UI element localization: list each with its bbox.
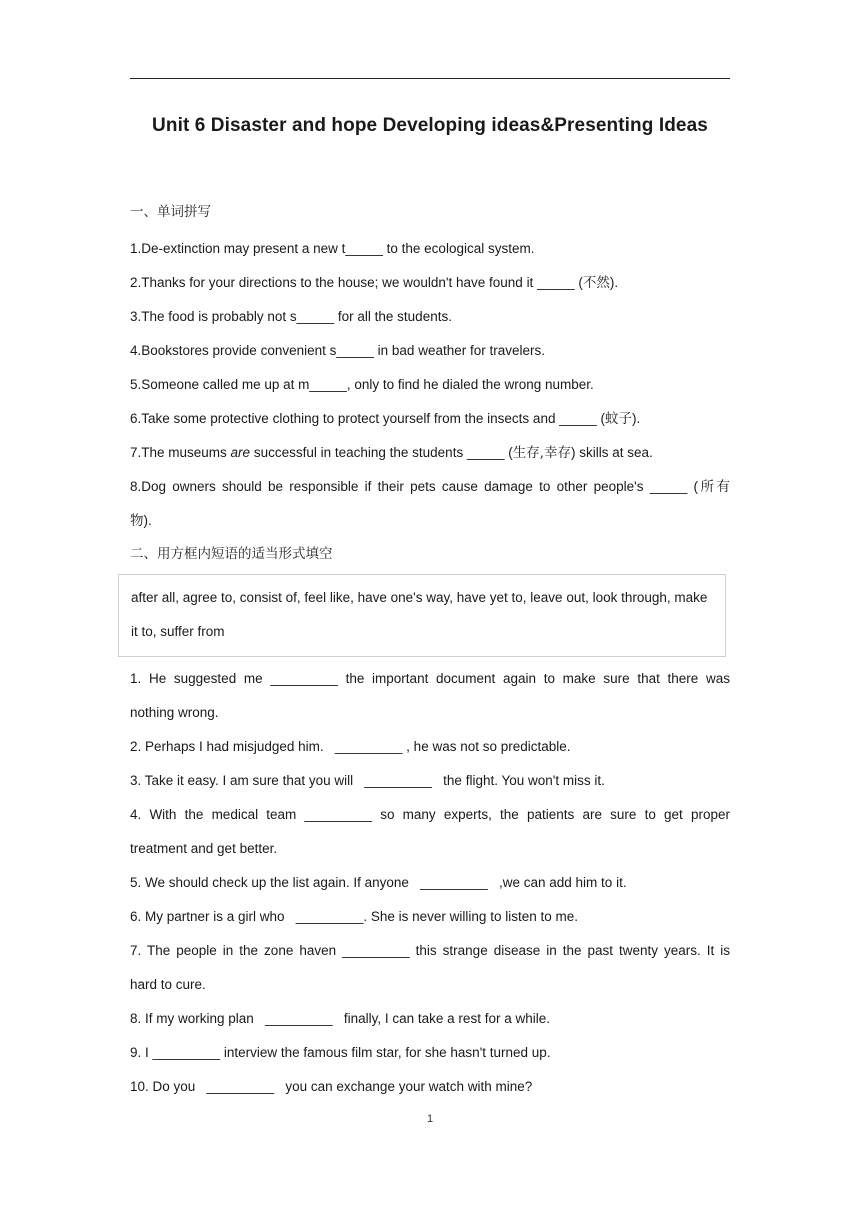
s1-item-8-line2 [130,504,730,538]
s2-item-7-line1: 7. The people in the zone haven _________ this strange disease in the past twenty years. It is [130,943,730,958]
header-rule [130,78,730,79]
s1-item-2-hint: 不然 [582,275,610,291]
s1-item-7-text: 7.The museums [130,445,231,460]
s1-item-2 [130,266,730,300]
s1-item-5: 5.Someone called me up at m_____, only to find he dialed the wrong number. [130,377,594,392]
worksheet-content [130,198,730,1104]
s2-item-1-line2: nothing wrong. [130,705,219,720]
s1-item-4: 4.Bookstores provide convenient s_____ in bad weather for travelers. [130,343,545,358]
s1-item-8-line1 [130,470,730,504]
s2-item-2: 2. Perhaps I had misjudged him. _________ , he was not so predictable. [130,739,571,754]
s1-item-1: 1.De-extinction may present a new t_____ to the ecological system. [130,241,535,256]
section2-items [130,662,730,1104]
s1-item-6-hint: 蚊子 [605,411,632,427]
s2-item-7-line2: hard to cure. [130,977,206,992]
s2-item-5: 5. We should check up the list again. If anyone _________ ,we can add him to it. [130,875,627,890]
s1-item-8-text: 8.Dog owners should be responsible if their pets cause damage to other people's _____ ( [130,479,699,494]
s1-item-7-middle: successful in teaching the students _____ ( [250,445,513,460]
s1-item-6-end: ). [632,411,641,426]
s1-item-7-end: ) skills at sea. [571,445,653,460]
s1-item-2-end: ). [609,275,619,290]
s1-item-8-end: ). [143,513,152,528]
s1-item-7-italic: are [230,445,251,460]
s1-item-2-text: 2.Thanks for your directions to the house; we wouldn't have found it _____ ( [130,275,583,290]
phrase-box-line2: it to, suffer from [131,624,225,639]
s2-item-10: 10. Do you _________ you can exchange your watch with mine? [130,1079,533,1094]
s2-item-3: 3. Take it easy. I am sure that you will _________ the flight. You won't miss it. [130,773,605,788]
s2-item-8: 8. If my working plan _________ finally, I can take a rest for a while. [130,1011,550,1026]
section1-heading: 一、单词拼写 [130,204,211,220]
s2-item-6: 6. My partner is a girl who _________. She is never willing to listen to me. [130,909,578,924]
s1-item-8-hint-cont: 物 [130,513,144,529]
s1-item-8-hint: 所有 [698,479,730,495]
s1-item-6-text: 6.Take some protective clothing to protect yourself from the insects and _____ ( [130,411,605,426]
phrase-box-line1: after all, agree to, consist of, feel like, have one's way, have yet to, leave out, look through, make [131,590,708,605]
s1-item-7 [130,436,730,470]
s2-item-4-line1: 4. With the medical team _________ so many experts, the patients are sure to get proper [130,807,730,822]
s2-item-1-line1: 1. He suggested me _________ the important document again to make sure that there was [130,671,730,686]
page-title: Unit 6 Disaster and hope Developing ideas&Presenting Ideas [152,115,708,136]
s2-item-9: 9. I _________ interview the famous film star, for she hasn't turned up. [130,1045,551,1060]
phrase-box [118,574,726,657]
page-number: 1 [426,1113,434,1125]
s1-item-3: 3.The food is probably not s_____ for all the students. [130,309,452,324]
section2-heading: 二、用方框内短语的适当形式填空 [130,546,333,562]
s1-item-6 [130,402,730,436]
s2-item-4-line2: treatment and get better. [130,841,278,856]
s1-item-7-hint: 生存,幸存 [512,445,572,461]
